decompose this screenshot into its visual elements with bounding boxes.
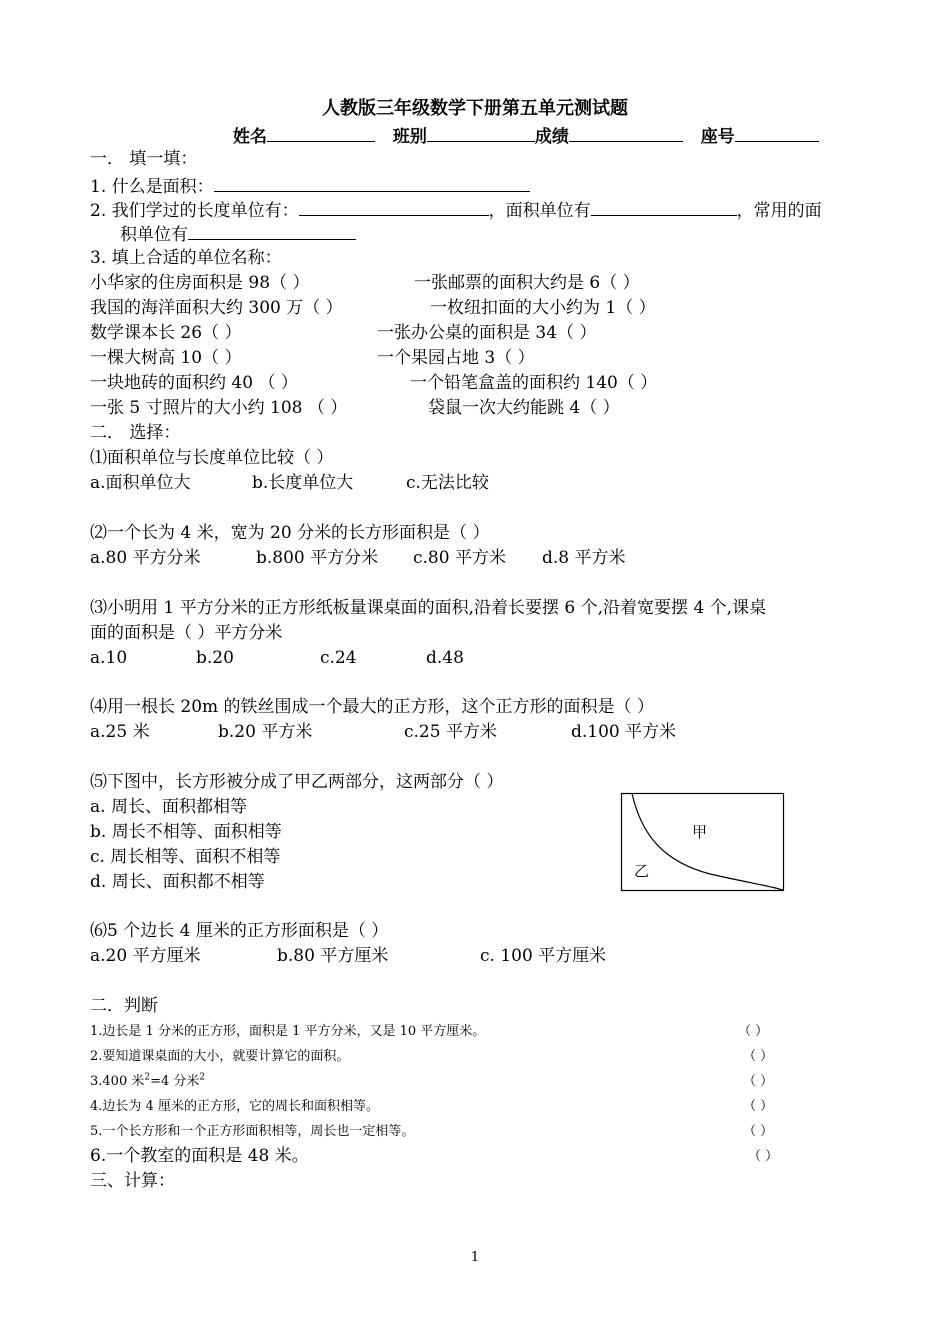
s2-q4-option: d.100 平方米 [571,722,677,742]
s1-q3: 3. 填上合适的单位名称： [90,248,282,268]
unit-item-left: 小华家的住房面积是 98（ ） [90,273,310,293]
s2-q2-option: a.80 平方分米 [90,548,201,568]
s2-q6-option: c. 100 平方厘米 [480,946,607,966]
s1-q2-line2 [120,222,356,246]
name-blank[interactable] [267,124,375,142]
section1-heading: 一． 填一填： [90,149,198,169]
s2-q2-option: d.8 平方米 [542,548,626,568]
class-label: 班别 [392,127,427,147]
s1-q2-blank-common[interactable] [188,222,356,240]
s2-q4-option: c.25 平方米 [404,722,497,742]
s2-q4: ⑷用一根长 20m 的铁丝围成一个最大的正方形，这个正方形的面积是（ ） [90,697,654,717]
yi-label: 乙 [634,862,650,880]
dividing-curve [632,794,783,891]
judge-item: 5.一个长方形和一个正方形面积相等，周长也一定相等。 [90,1124,415,1139]
header-fields [233,124,819,148]
unit-item-right: 袋鼠一次大约能跳 4（ ） [428,398,620,418]
name-label: 姓名 [233,127,267,147]
s2-q5-option: a. 周长、面积都相等 [90,797,247,817]
unit-item-left: 一块地砖的面积约 40 （ ） [90,373,298,393]
judge-paren[interactable]: （ ） [743,1124,774,1139]
score-blank[interactable] [569,124,683,142]
judge-item [90,1071,205,1093]
superscript-2: 2 [199,1072,206,1083]
score-label: 成绩 [534,127,569,147]
s2-q1-option: b.长度单位大 [252,473,354,493]
seat-blank[interactable] [735,124,819,142]
judge-item: 6.一个教室的面积是 48 米。 [90,1146,309,1166]
unit-item-right: 一张办公桌的面积是 34（ ） [377,323,597,343]
s2-q6-option: b.80 平方厘米 [277,946,389,966]
unit-item-right: 一张邮票的面积大约是 6（ ） [414,273,640,293]
s2-q3-line2: 面的面积是（ ）平方分米 [90,623,283,643]
unit-item-right: 一枚纽扣面的大小约为 1（ ） [430,298,656,318]
s2-q1-option: a.面积单位大 [90,473,191,493]
class-blank[interactable] [427,124,535,142]
s2-q3-line1: ⑶小明用 1 平方分米的正方形纸板量课桌面的面积,沿着长要摆 6 个,沿着宽要摆 4 个,课桌 [90,598,767,618]
s2-q6-option: a.20 平方厘米 [90,946,201,966]
jia-label: 甲 [692,823,708,841]
judge-paren[interactable]: （ ） [738,1024,769,1039]
judge-item-3a: 3.400 米 [90,1074,145,1089]
s1-q2-blank-area[interactable] [591,198,737,216]
judge-item-3b: =4 分米 [150,1074,200,1089]
s1-q2-text-b: ，面积单位有 [488,201,591,221]
section2-heading: 二． 选择： [90,423,181,443]
judge-item: 4.边长为 4 厘米的正方形，它的周长和面积相等。 [90,1099,379,1114]
judge-item: 2.要知道课桌面的大小，就要计算它的面积。 [90,1049,350,1064]
s2-q2-option: c.80 平方米 [413,548,506,568]
s2-q2: ⑵一个长为 4 米，宽为 20 分米的长方形面积是（ ） [90,523,490,543]
unit-item-left: 我国的海洋面积大约 300 万（ ） [90,298,343,318]
s1-q1-blank[interactable] [214,174,530,192]
section3-heading: 二．判断 [90,996,158,1016]
s2-q5: ⑸下图中，长方形被分成了甲乙两部分，这两部分（ ） [90,772,504,792]
s2-q3-option: c.24 [320,648,357,668]
page-number: 1 [470,1250,480,1265]
s2-q2-option: b.800 平方分米 [256,548,379,568]
s1-q2-text-c: ，常用的面 [736,201,822,221]
s2-q4-option: a.25 米 [90,722,150,742]
judge-paren[interactable]: （ ） [743,1049,774,1064]
s1-q2-line1 [90,198,822,222]
section4-heading: 三、计算： [90,1171,175,1191]
unit-item-left: 一张 5 寸照片的大小约 108 （ ） [90,398,348,418]
s1-q2-blank-length[interactable] [299,198,489,216]
s2-q3-option: d.48 [426,648,464,668]
unit-item-right: 一个果园占地 3（ ） [377,348,535,368]
judge-paren[interactable]: （ ） [748,1149,779,1164]
unit-item-right: 一个铅笔盒盖的面积约 140（ ） [410,373,658,393]
judge-item: 1.边长是 1 分米的正方形，面积是 1 平方分米，又是 10 平方厘米。 [90,1024,486,1039]
s2-q1-option: c.无法比较 [406,473,489,493]
s1-q1-text: 1. 什么是面积： [90,177,214,197]
s2-q3-option: b.20 [196,648,234,668]
rectangle-figure [620,792,786,894]
page-title: 人教版三年级数学下册第五单元测试题 [322,98,628,119]
s2-q4-option: b.20 平方米 [218,722,313,742]
s2-q6: ⑹5 个边长 4 厘米的正方形面积是（ ） [90,921,389,941]
s2-q5-option: c. 周长相等、面积不相等 [90,847,281,867]
s2-q5-option: b. 周长不相等、面积相等 [90,822,282,842]
s1-q2-text-d: 积单位有 [120,225,188,245]
s2-q1: ⑴面积单位与长度单位比较（ ） [90,448,334,468]
seat-label: 座号 [700,127,735,147]
judge-paren[interactable]: （ ） [743,1099,774,1114]
s2-q3-option: a.10 [90,648,128,668]
superscript-2: 2 [144,1072,151,1083]
s1-q2-text-a: 2. 我们学过的长度单位有： [90,201,299,221]
unit-item-left: 一棵大树高 10（ ） [90,348,242,368]
s1-q1 [90,174,530,198]
s2-q5-option: d. 周长、面积都不相等 [90,872,265,892]
judge-paren[interactable]: （ ） [743,1074,774,1089]
unit-item-left: 数学课本长 26（ ） [90,323,242,343]
